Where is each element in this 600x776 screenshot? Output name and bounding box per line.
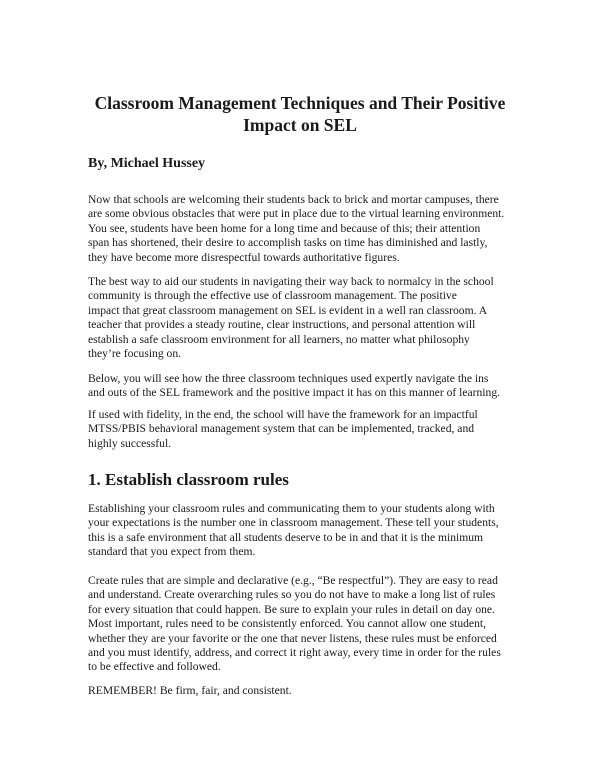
text-line: MTSS/PBIS behavioral management system that can be implemented, tracked, and: [88, 422, 475, 436]
text-line: this is a safe environment that all students deserve to be in and that it is the minimum: [88, 530, 484, 544]
title-line: Impact on SEL: [243, 115, 357, 135]
text-line: they’re focusing on.: [88, 347, 182, 361]
text-line: Most important, rules need to be consistently enforced. You cannot allow one student,: [88, 617, 486, 631]
author-byline: By, Michael Hussey: [88, 156, 206, 171]
section-heading: 1. Establish classroom rules: [88, 470, 289, 489]
paragraph-remember: [88, 684, 528, 698]
paragraph-fidelity: [88, 408, 528, 451]
text-line: to be effective and followed.: [88, 660, 221, 674]
text-line: impact that great classroom management on SEL is evident in a well ran classroom. A: [88, 303, 488, 317]
title-line: Classroom Management Techniques and Their Positive: [94, 93, 506, 113]
text-line: REMEMBER! Be firm, fair, and consistent.: [88, 684, 292, 697]
text-line: standard that you expect from them.: [88, 545, 256, 559]
text-line: establish a safe classroom environment for all learners, no matter what philosophy: [88, 332, 470, 346]
text-line: Establishing your classroom rules and communicating them to your students along with: [88, 502, 495, 515]
paragraph-create-rules: [88, 574, 528, 675]
text-line: highly successful.: [88, 436, 172, 450]
text-line: Create rules that are simple and declarative (e.g., “Be respectful”). They are easy to read: [88, 574, 498, 587]
text-line: The best way to aid our students in navigating their way back to normalcy in the school: [88, 275, 494, 288]
text-line: your expectations is the number one in classroom management. These tell your students,: [88, 516, 499, 530]
paragraph-intro: [88, 193, 528, 265]
text-line: whether they are your favorite or the one that never listens, these rules must be enforced: [88, 631, 497, 645]
text-line: If used with fidelity, in the end, the school will have the framework for an impactful: [88, 408, 478, 421]
paragraph-establishing-rules: [88, 502, 528, 560]
text-line: teacher that provides a steady routine, clear instructions, and personal attention will: [88, 318, 476, 332]
text-line: and understand. Create overarching rules so you do not have to make a long list of rules: [88, 588, 496, 602]
text-line: for every situation that could happen. Be sure to explain your rules in detail on day one.: [88, 602, 495, 616]
paragraph-techniques: [88, 372, 528, 401]
text-line: community is through the effective use of classroom management. The positive: [88, 289, 457, 303]
text-line: and outs of the SEL framework and the positive impact it has on this manner of learning.: [88, 386, 501, 400]
text-line: are some obvious obstacles that were put in place due to the virtual learning environment.: [88, 207, 505, 221]
text-line: and you must identify, address, and correct it right away, every time in order for the rules: [88, 646, 501, 660]
text-line: You see, students have been home for a long time and because of this; their attention: [88, 221, 481, 235]
document-title: [60, 92, 540, 136]
text-line: Now that schools are welcoming their students back to brick and mortar campuses, there: [88, 193, 499, 206]
text-line: span has shortened, their desire to accomplish tasks on time has diminished and lastly,: [88, 236, 488, 250]
text-line: Below, you will see how the three classroom techniques used expertly navigate the ins: [88, 372, 489, 385]
text-line: they have become more disrespectful towards authoritative figures.: [88, 250, 400, 264]
paragraph-normalcy: [88, 275, 528, 361]
